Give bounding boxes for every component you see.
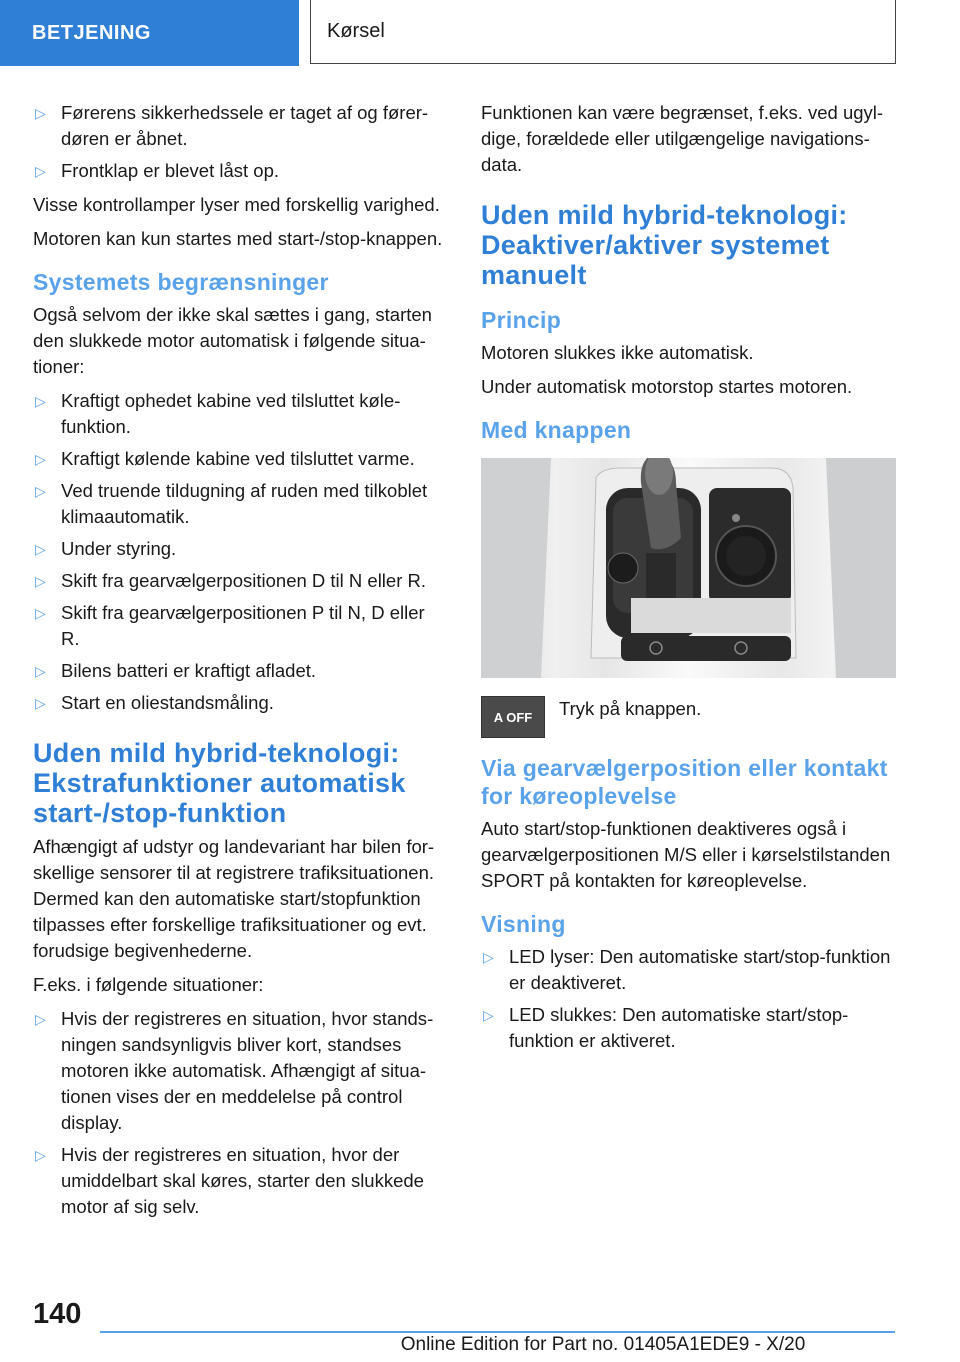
bullet-list-display <box>481 944 896 1054</box>
list-item: ▷ LED slukkes: Den automatiske start/stopfunktion er aktiveret. <box>483 1004 849 1051</box>
triangle-bullet-icon: ▷ <box>483 949 494 965</box>
list-item: ▷ Ved truende tildugning af ruden med tilkoblet klimaautomatik. <box>35 480 428 527</box>
heading-gear-selector: Via gearvælgerposition eller kontakt for køreoplevelse <box>481 755 888 809</box>
right-column <box>481 100 896 1062</box>
triangle-bullet-icon: ▷ <box>35 605 46 621</box>
auto-start-stop-off-icon <box>481 696 545 738</box>
list-item: ▷ Kraftigt ophedet kabine ved tilsluttet kølefunktion. <box>35 390 401 437</box>
triangle-bullet-icon: ▷ <box>35 573 46 589</box>
triangle-bullet-icon: ▷ <box>35 663 46 679</box>
list-item: ▷ LED lyser: Den automatiske start/stop-funktion er deaktiveret. <box>483 946 891 993</box>
list-item: ▷ Start en oliestandsmåling. <box>33 690 445 716</box>
heading-display: Visning <box>481 911 566 937</box>
list-item: ▷ Bilens batteri er kraftigt afladet. <box>33 658 445 684</box>
page-number: 140 <box>33 1298 82 1330</box>
section-tab: BETJENING <box>0 0 299 66</box>
triangle-bullet-icon: ▷ <box>35 483 46 499</box>
list-item: ▷ Frontklap er blevet låst op. <box>33 158 445 184</box>
paragraph: F.eks. i følgende situationer: <box>33 974 264 995</box>
list-item: ▷ Hvis der registreres en situation, hvor der umiddelbart skal køres, starter den slukkede motor af sig selv. <box>35 1144 424 1217</box>
triangle-bullet-icon: ▷ <box>35 1147 46 1163</box>
paragraph: Visse kontrollamper lyser med forskellig varighed. <box>33 194 440 215</box>
paragraph: Afhængigt af udstyr og landevariant har bilen forskellige sensorer til at registrere trafiksituationen. Dermed kan den automatiske start/stopfunktion tilpasses efter forskellige trafiksituationer og evt. forudsige begivenhederne. <box>33 836 435 961</box>
heading-principle: Princip <box>481 307 562 333</box>
triangle-bullet-icon: ▷ <box>35 451 46 467</box>
list-item: ▷ Skift fra gearvælgerpositionen D til N eller R. <box>33 568 445 594</box>
left-column <box>33 100 445 1228</box>
list-item: ▷ Under styring. <box>33 536 445 562</box>
paragraph: Motoren slukkes ikke automatisk. <box>481 342 754 363</box>
triangle-bullet-icon: ▷ <box>35 393 46 409</box>
page-header <box>0 0 960 66</box>
paragraph: Funktionen kan være begrænset, f.eks. ved ugyldige, forældede eller utilgængelige navigationsdata. <box>481 102 884 175</box>
triangle-bullet-icon: ▷ <box>483 1007 494 1023</box>
paragraph: Under automatisk motorstop startes motoren. <box>481 376 853 397</box>
heading-manual-toggle: Uden mild hybrid-teknologi: Deaktiver/aktiver systemet manuelt <box>481 200 848 290</box>
triangle-bullet-icon: ▷ <box>35 163 46 179</box>
bullet-list-limits <box>33 388 445 716</box>
bullet-list-situations <box>33 1006 445 1220</box>
paragraph: Tryk på knappen. <box>559 698 702 719</box>
center-console-image <box>481 458 896 678</box>
heading-with-button: Med knappen <box>481 417 632 443</box>
list-item: ▷ Skift fra gearvælgerpositionen P til N, D eller R. <box>35 602 425 649</box>
list-item: ▷ Kraftigt kølende kabine ved tilsluttet varme. <box>33 446 445 472</box>
footer-divider <box>100 1331 895 1333</box>
paragraph: Auto start/stop-funktionen deaktiveres også i gearvælgerpositionen M/S eller i kørselstilstanden SPORT på kontakten for køreoplevelse. <box>481 818 891 891</box>
triangle-bullet-icon: ▷ <box>35 695 46 711</box>
bullet-list-warnings <box>33 100 445 184</box>
edition-footer: Online Edition for Part no. 01405A1EDE9 - X/20 <box>400 1334 806 1355</box>
chapter-title: Kørsel <box>310 0 896 64</box>
button-instruction-row <box>481 696 896 738</box>
list-item: ▷ Førerens sikkerhedssele er taget af og førerdøren er åbnet. <box>35 102 429 149</box>
triangle-bullet-icon: ▷ <box>35 105 46 121</box>
triangle-bullet-icon: ▷ <box>35 541 46 557</box>
list-item: ▷ Hvis der registreres en situation, hvor standsningen sandsynligvis bliver kort, standses motoren ikke automatisk. Afhængigt af situationen vises der en meddelelse på control display. <box>35 1008 434 1133</box>
paragraph: Motoren kan kun startes med start-/stop-knappen. <box>33 228 443 249</box>
heading-extra-functions: Uden mild hybrid-teknologi: Ekstrafunktioner automatisk start-/stop-funktion <box>33 738 406 828</box>
heading-system-limits: Systemets begrænsninger <box>33 269 329 295</box>
center-console-illustration <box>481 458 896 678</box>
paragraph: Også selvom der ikke skal sættes i gang, starten den slukkede motor automatisk i følgende situationer: <box>33 304 432 377</box>
triangle-bullet-icon: ▷ <box>35 1011 46 1027</box>
auto-start-stop-off-icon-label: A OFF <box>493 709 533 725</box>
